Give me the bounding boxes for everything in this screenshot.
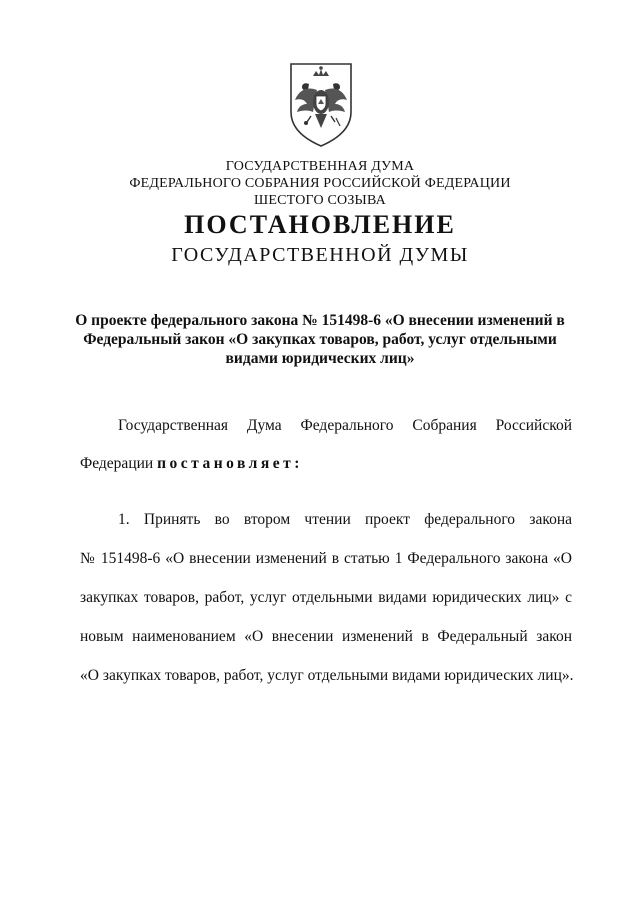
russian-coat-of-arms-icon [287, 60, 355, 148]
header-line-2: ФЕДЕРАЛЬНОГО СОБРАНИЯ РОССИЙСКОЙ ФЕДЕРАЦИИ [129, 176, 511, 191]
paragraph-1 [80, 510, 572, 685]
paragraph-1-line-1: 1. Принять во втором чтении проект федерального закона [118, 511, 572, 528]
preamble-line-2 [80, 454, 572, 473]
document-title: ПОСТАНОВЛЕНИЕ [184, 210, 456, 239]
document-subtitle: ГОСУДАРСТВЕННОЙ ДУМЫ [171, 244, 469, 266]
preamble-federation: Федерации [80, 455, 158, 472]
paragraph-1-line-4: новым наименованием «О внесении изменений в Федеральный закон [80, 628, 572, 645]
subject-line-1: О проекте федерального закона № 151498-6 «О внесении изменений в [75, 312, 565, 329]
header-line-1: ГОСУДАРСТВЕННАЯ ДУМА [225, 159, 415, 174]
preamble-decree-word: постановляет: [157, 455, 303, 472]
header-line-3: ШЕСТОГО СОЗЫВА [254, 193, 386, 208]
paragraph-1-line-2: № 151498-6 «О внесении изменений в статью 1 Федерального закона «О [80, 550, 572, 567]
paragraph-1-line-3: закупках товаров, работ, услуг отдельными видами юридических лиц» с [80, 589, 572, 606]
preamble [80, 416, 572, 473]
issuer-header [0, 158, 640, 209]
subject-line-2: Федеральный закон «О закупках товаров, работ, услуг отдельными [83, 331, 557, 348]
document-subject [70, 311, 570, 368]
preamble-line-1: Государственная Дума Федерального Собрания Российской [118, 417, 572, 434]
subject-line-3: видами юридических лиц» [225, 350, 415, 367]
paragraph-1-line-5: «О закупках товаров, работ, услуг отдельными видами юридических лиц». [80, 667, 574, 684]
